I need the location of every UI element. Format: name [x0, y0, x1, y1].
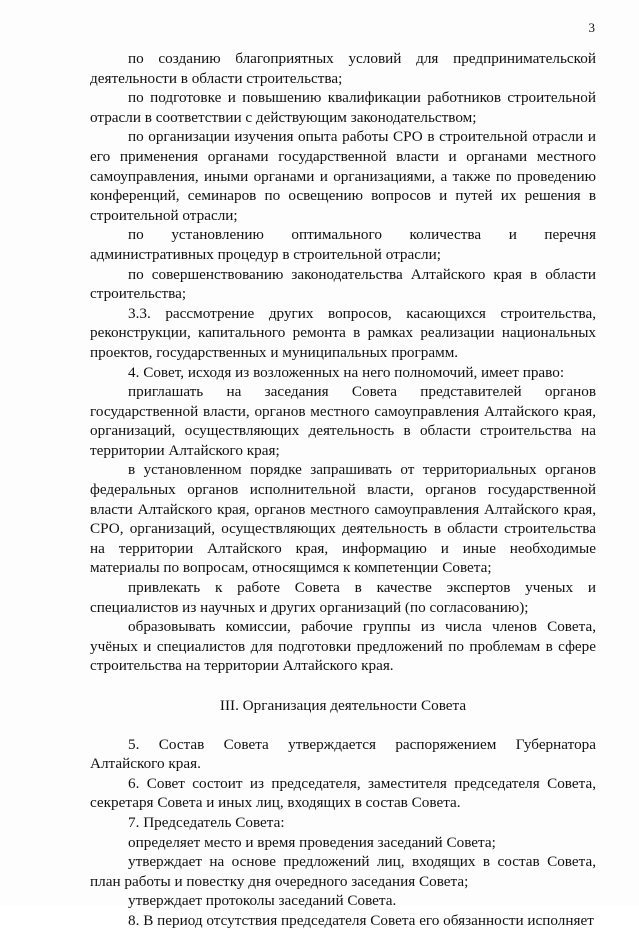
paragraph: по созданию благоприятных условий для предпринимательской деятельности в области строительства;: [90, 50, 596, 87]
document-body: [90, 49, 596, 931]
paragraph: 8. В период отсутствия председателя Совета его обязанности исполняет: [128, 911, 594, 929]
paragraph: 7. Председатель Совета:: [128, 813, 285, 831]
paragraph: 6. Совет состоит из председателя, заместителя председателя Совета, секретаря Совета и иных лиц, входящих в состав Совета.: [90, 774, 596, 812]
paragraph: определяет место и время проведения заседаний Совета;: [128, 833, 496, 851]
paragraph: по организации изучения опыта работы СРО в строительной отрасли и его применения органами государственной власти и органами местного самоуправления, иными органами и организациями, а также по проведению конференций, семинаров по освещению вопросов и путей их решения в строительной отрасли;: [90, 128, 596, 224]
paragraph: образовывать комиссии, рабочие группы из числа членов Совета, учёных и специалистов для подготовки предложений по проблемам в сфере строительства на территории Алтайского края.: [90, 618, 596, 675]
paragraph: 4. Совет, исходя из возложенных на него полномочий, имеет право:: [128, 363, 565, 381]
paragraph: утверждает протоколы заседаний Совета.: [128, 892, 397, 910]
section-heading: III. Организация деятельности Совета: [219, 697, 467, 714]
paragraph: 5. Состав Совета утверждается распоряжением Губернатора Алтайского края.: [90, 735, 596, 773]
paragraph: привлекать к работе Совета в качестве экспертов ученых и специалистов из научных и других организаций (по согласованию);: [90, 579, 596, 616]
paragraph: приглашать на заседания Совета представителей органов государственной власти, органов местного самоуправления Алтайского края, организаций, осуществляющих деятельность в области строительства на территории Алтайского края;: [90, 383, 596, 459]
paragraph: утверждает на основе предложений лиц, входящих в состав Совета, план работы и повестку дня очередного заседания Совета;: [90, 853, 596, 890]
paragraph: по совершенствованию законодательства Алтайского края в области строительства;: [90, 265, 596, 303]
paragraph: в установленном порядке запрашивать от территориальных органов федеральных органов исполнительной власти, органов государственной власти Алтайского края, органов местного самоуправления Алтайского края, СРО, организаций, осуществляющих деятельность в области строительства на территории Алтайского края, информацию и иные необходимые материалы по вопросам, относящимся к компетенции Совета;: [90, 461, 596, 577]
paragraph: по установлению оптимального количества и перечня административных процедур в строительной отрасли;: [90, 226, 596, 263]
paragraph: 3.3. рассмотрение других вопросов, касающихся строительства, реконструкции, капитального ремонта в рамках реализации национальных проектов, государственных и муниципальных программ.: [90, 304, 596, 361]
paragraph: по подготовке и повышению квалификации работников строительной отрасли в соответствии с действующим законодательством;: [90, 89, 596, 126]
page-number: 3: [588, 20, 595, 35]
